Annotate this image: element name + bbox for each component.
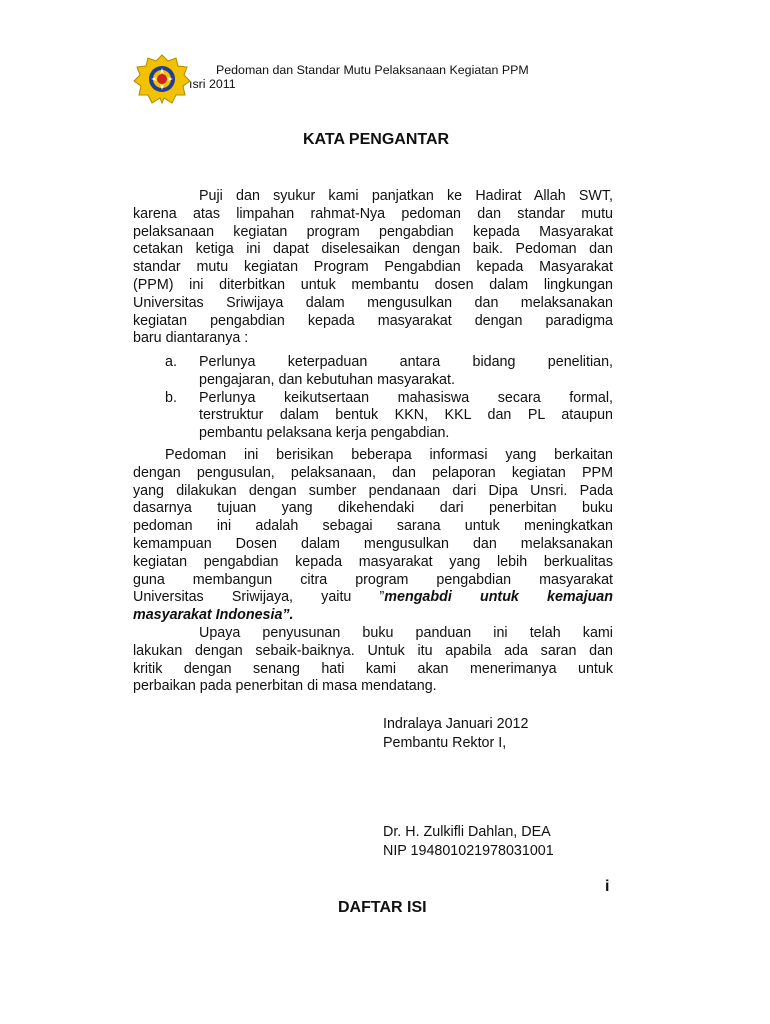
paragraph-purpose xyxy=(133,447,613,696)
paragraph-line xyxy=(133,589,613,607)
university-emblem-icon xyxy=(133,53,191,105)
paragraph-intro xyxy=(133,188,613,348)
paragraph-line: karena atas limpahan rahmat-Nya pedoman dan standar mutu xyxy=(133,205,613,222)
list-line: terstruktur dalam bentuk KKN, KKL dan PL ataupun xyxy=(199,407,613,424)
signer-name: Dr. H. Zulkifli Dahlan, DEA xyxy=(383,824,551,840)
paragraph-line: Pedoman ini berisikan beberapa informasi yang berkaitan xyxy=(165,447,613,463)
closing-place-date: Indralaya Januari 2012 xyxy=(383,716,529,732)
paragraph-line: dasarnya tujuan yang dikehendaki dari penerbitan buku xyxy=(133,500,613,517)
page-number: i xyxy=(605,878,610,895)
list-marker: b. xyxy=(165,389,177,406)
header-subtitle: ısri 2011 xyxy=(189,77,236,91)
paragraph-line: Universitas Sriwijaya dalam mengusulkan dan melaksanakan xyxy=(133,294,613,311)
paragraph-line: Upaya penyusunan buku panduan ini telah kami xyxy=(199,624,613,641)
paragraph-line: kemampuan Dosen dalam mengusulkan dan melaksanakan xyxy=(133,535,613,552)
paragraph-line: (PPM) ini diterbitkan untuk membantu dosen dalam lingkungan xyxy=(133,276,613,293)
paragraph-line: perbaikan pada penerbitan di masa mendatang. xyxy=(133,678,437,695)
motto-text: mengabdi untuk kemajuan xyxy=(384,589,613,606)
paragraph-line: guna membangun citra program pengabdian masyarakat xyxy=(133,571,613,588)
paragraph-line: standar mutu kegiatan Program Pengabdian kepada Masyarakat xyxy=(133,259,613,276)
paragraph-line: pedoman ini adalah sebagai sarana untuk meningkatkan xyxy=(133,518,613,535)
paragraph-line: kegiatan pengabdian kepada masyarakat yang lebih berkualitas xyxy=(133,553,613,570)
list-line: pengajaran, dan kebutuhan masyarakat. xyxy=(199,371,455,388)
list-item xyxy=(133,354,613,390)
paradigm-list xyxy=(133,354,613,443)
list-item xyxy=(133,390,613,443)
paragraph-line: Puji dan syukur kami panjatkan ke Hadirat Allah SWT, xyxy=(199,188,613,204)
list-line: pembantu pelaksana kerja pengabdian. xyxy=(199,425,450,442)
paragraph-line: cetakan ketiga ini dapat diselesaikan dengan baik. Pedoman dan xyxy=(133,241,613,258)
motto-text: masyarakat Indonesia”. xyxy=(133,607,294,624)
paragraph-line: lakukan dengan sebaik-baiknya. Untuk itu apabila ada saran dan xyxy=(133,642,613,659)
paragraph-line: kegiatan pengabdian kepada masyarakat dengan paradigma xyxy=(133,312,613,329)
list-line: Perlunya keterpaduan antara bidang penelitian, xyxy=(199,354,613,370)
section-title-daftar-isi: DAFTAR ISI xyxy=(338,899,427,916)
paragraph-line: yang dilakukan dengan sumber pendanaan dari Dipa Unsri. Pada xyxy=(133,482,613,499)
paragraph-line: baru diantaranya : xyxy=(133,330,249,347)
closing-role: Pembantu Rektor I, xyxy=(383,735,507,751)
paragraph-text: Universitas Sriwijaya, yaitu ” xyxy=(133,589,385,606)
list-marker: a. xyxy=(165,354,177,370)
section-title-kata-pengantar: KATA PENGANTAR xyxy=(303,131,450,148)
paragraph-line: dengan pengusulan, pelaksanaan, dan pelaporan kegiatan PPM xyxy=(133,464,613,481)
header-title: Pedoman dan Standar Mutu Pelaksanaan Kegiatan PPM xyxy=(216,63,529,77)
paragraph-line: kritik dengan senang hati kami akan menerimanya untuk xyxy=(133,660,613,677)
signer-nip: NIP 194801021978031001 xyxy=(383,843,554,859)
list-line: Perlunya keikutsertaan mahasiswa secara formal, xyxy=(199,389,613,406)
paragraph-line: pelaksanaan kegiatan program pengabdian kepada Masyarakat xyxy=(133,223,613,240)
